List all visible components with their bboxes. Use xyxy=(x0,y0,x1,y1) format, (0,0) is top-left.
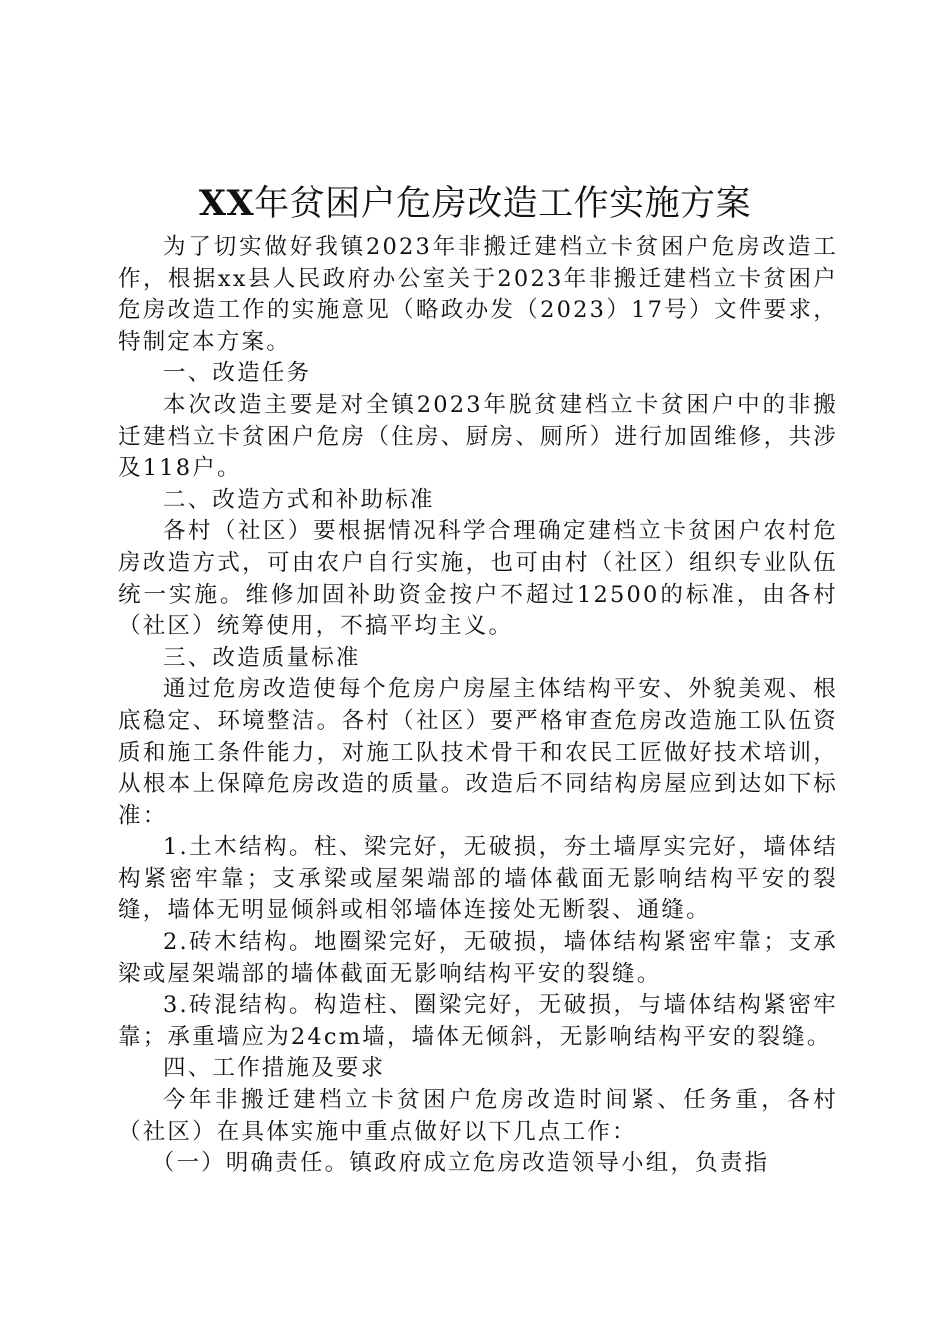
document-body xyxy=(118,232,838,1180)
paragraph-measures: 今年非搬迁建档立卡贫困户危房改造时间紧、任务重，各村（社区）在具体实施中重点做好以下几点工作： xyxy=(118,1087,838,1145)
section-heading-1: 一、改造任务 xyxy=(163,360,312,387)
paragraph-method: 各村（社区）要根据情况科学合理确定建档立卡贫困户农村危房改造方式，可由农户自行实施，也可由村（社区）组织专业队伍统一实施。维修加固补助资金按户不超过12500的标准，由各村（社区）统筹使用，不搞平均主义。 xyxy=(118,518,838,640)
section-heading-4: 四、工作措施及要求 xyxy=(163,1055,386,1082)
paragraph-item-3: 3.砖混结构。构造柱、圈梁完好，无破损，与墙体结构紧密牢靠；承重墙应为24cm墙，墙体无倾斜，无影响结构平安的裂缝。 xyxy=(118,992,838,1050)
paragraph-item-1: 1.土木结构。柱、梁完好，无破损，夯土墙厚实完好，墙体结构紧密牢靠；支承梁或屋架端部的墙体截面无影响结构平安的裂缝，墙体无明显倾斜或相邻墙体连接处无断裂、通缝。 xyxy=(118,834,838,924)
paragraph-intro: 为了切实做好我镇2023年非搬迁建档立卡贫困户危房改造工作，根据xx县人民政府办公室关于2023年非搬迁建档立卡贫困户危房改造工作的实施意见（略政办发（2023）17号）文件要求，特制定本方案。 xyxy=(118,234,838,355)
title-text: 年贫困户危房改造工作实施方案 xyxy=(254,184,752,224)
paragraph-task: 本次改造主要是对全镇2023年脱贫建档立卡贫困户中的非搬迁建档立卡贫困户危房（住房、厨房、厕所）进行加固维修，共涉及118户。 xyxy=(118,391,838,482)
document-title xyxy=(0,182,950,226)
paragraph-measure-1: （一）明确责任。镇政府成立危房改造领导小组，负责指 xyxy=(151,1150,770,1177)
paragraph-quality: 通过危房改造使每个危房户房屋主体结构平安、外貌美观、根底稳定、环境整洁。各村（社区）要严格审查危房改造施工队伍资质和施工条件能力，对施工队技术骨干和农民工匠做好技术培训，从根本上保障危房改造的质量。改造后不同结构房屋应到达如下标准： xyxy=(118,676,838,829)
paragraph-item-2: 2.砖木结构。地圈梁完好，无破损，墙体结构紧密牢靠；支承梁或屋架端部的墙体截面无影响结构平安的裂缝。 xyxy=(118,929,838,987)
section-heading-2: 二、改造方式和补助标准 xyxy=(163,486,435,513)
section-heading-3: 三、改造质量标准 xyxy=(163,644,361,671)
title-prefix: XX xyxy=(198,183,255,224)
